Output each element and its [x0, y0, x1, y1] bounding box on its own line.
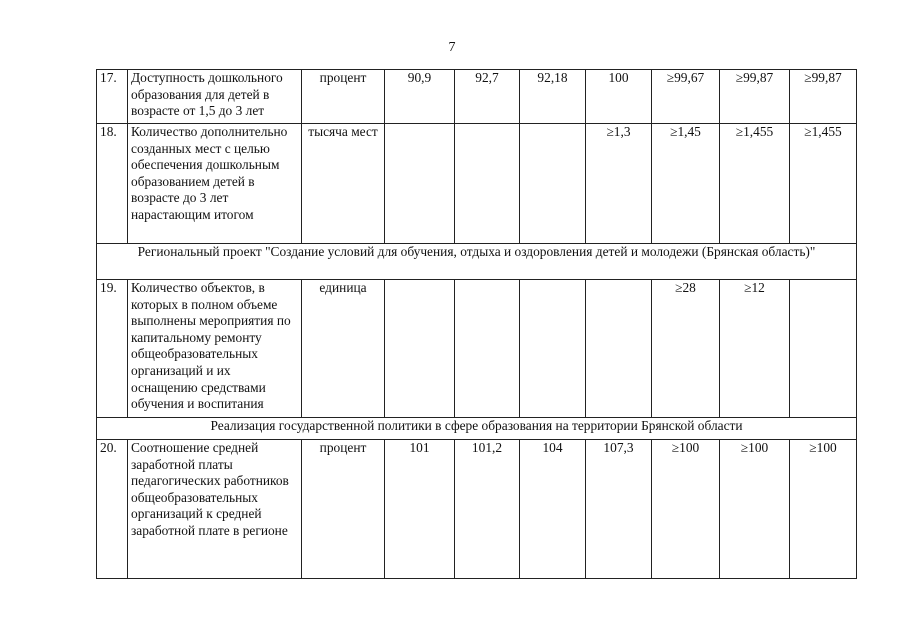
- section-row: [97, 418, 857, 440]
- value-cell: ≥99,87: [790, 70, 857, 124]
- value-cell: [520, 280, 586, 418]
- unit-cell: единица: [302, 280, 385, 418]
- table-row: [97, 70, 857, 124]
- value-cell: 90,9: [385, 70, 455, 124]
- value-cell: [790, 280, 857, 418]
- value-cell: ≥99,87: [720, 70, 790, 124]
- value-cell: ≥100: [652, 440, 720, 579]
- unit-cell: тысяча мест: [302, 124, 385, 244]
- value-cell: 92,18: [520, 70, 586, 124]
- section-row: [97, 244, 857, 280]
- row-number: 17.: [97, 70, 128, 124]
- value-cell: [586, 280, 652, 418]
- value-cell: 101: [385, 440, 455, 579]
- unit-cell: процент: [302, 70, 385, 124]
- value-cell: ≥1,455: [720, 124, 790, 244]
- value-cell: ≥28: [652, 280, 720, 418]
- value-cell: ≥100: [790, 440, 857, 579]
- value-cell: ≥1,455: [790, 124, 857, 244]
- section-heading: Региональный проект "Создание условий для обучения, отдыха и оздоровления детей и молодежи (Брянская область)": [97, 244, 857, 280]
- value-cell: ≥12: [720, 280, 790, 418]
- section-heading: Реализация государственной политики в сфере образования на территории Брянской области: [97, 418, 857, 440]
- value-cell: [455, 124, 520, 244]
- value-cell: [385, 280, 455, 418]
- row-number: 19.: [97, 280, 128, 418]
- indicator-name: Соотношение средней заработной платы педагогических работников общеобразовательных организаций к средней заработной плате в регионе: [128, 440, 302, 579]
- value-cell: 104: [520, 440, 586, 579]
- page-number: 7: [448, 40, 456, 55]
- table-row: [97, 124, 857, 244]
- value-cell: ≥1,45: [652, 124, 720, 244]
- value-cell: [520, 124, 586, 244]
- indicators-table: [96, 69, 857, 579]
- row-number: 20.: [97, 440, 128, 579]
- indicator-name: Доступность дошкольного образования для детей в возрасте от 1,5 до 3 лет: [128, 70, 302, 124]
- value-cell: ≥99,67: [652, 70, 720, 124]
- value-cell: 101,2: [455, 440, 520, 579]
- value-cell: ≥1,3: [586, 124, 652, 244]
- value-cell: [455, 280, 520, 418]
- value-cell: 100: [586, 70, 652, 124]
- value-cell: ≥100: [720, 440, 790, 579]
- indicator-name: Количество дополнительно созданных мест с целью обеспечения дошкольным образованием детей в возрасте до 3 лет нарастающим итогом: [128, 124, 302, 244]
- table-row: [97, 280, 857, 418]
- value-cell: 92,7: [455, 70, 520, 124]
- indicator-name: Количество объектов, в которых в полном объеме выполнены мероприятия по капитальному ремонту общеобразовательных организаций и их оснащению средствами обучения и воспитания: [128, 280, 302, 418]
- table-row: [97, 440, 857, 579]
- row-number: 18.: [97, 124, 128, 244]
- unit-cell: процент: [302, 440, 385, 579]
- value-cell: [385, 124, 455, 244]
- value-cell: 107,3: [586, 440, 652, 579]
